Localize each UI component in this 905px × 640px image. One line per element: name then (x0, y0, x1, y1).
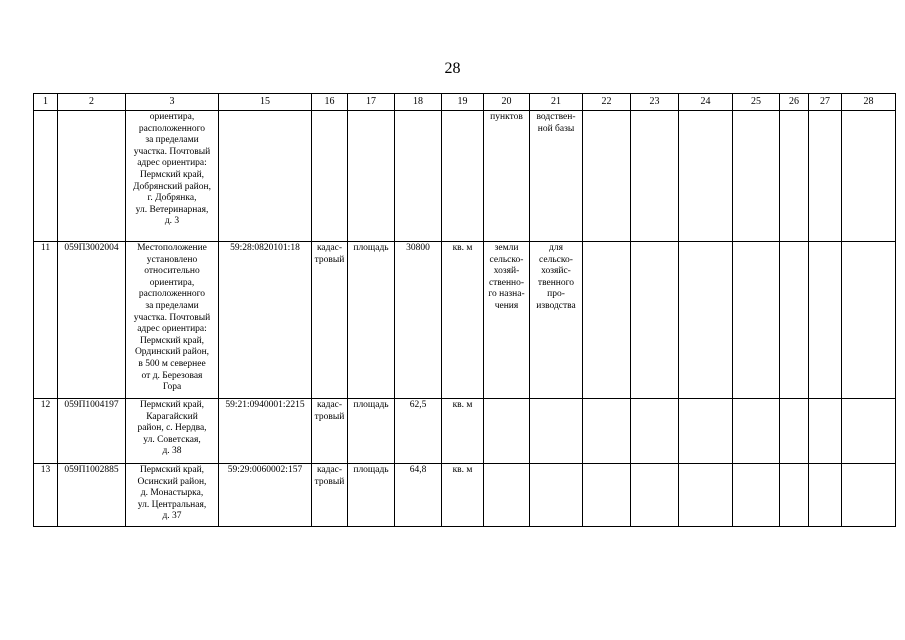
cell-line: тровый (314, 411, 345, 422)
cell-line: Ординский район, (134, 347, 210, 358)
characteristic-type: площадь (348, 399, 395, 464)
cell-line: Пермский край, (139, 335, 205, 346)
cell-line: д. 38 (162, 446, 182, 457)
cell-line: хозяй- (493, 266, 520, 277)
header-row (34, 94, 896, 111)
cell-line: Карагайский (146, 411, 198, 422)
cell-line: Добрянский район, (133, 181, 211, 192)
address-cell (126, 464, 219, 527)
header-cell: 27 (809, 94, 842, 111)
empty-cell (583, 464, 631, 527)
permitted-use (530, 111, 583, 242)
header-cell: 3 (126, 94, 219, 111)
cell-line: установлено (146, 254, 198, 265)
address-cell (126, 399, 219, 464)
characteristic-type: площадь (348, 242, 395, 399)
row-number (34, 111, 58, 242)
characteristic-value: 30800 (395, 242, 442, 399)
empty-cell (631, 111, 679, 242)
empty-cell (842, 399, 896, 464)
cell-line: кадас- (316, 465, 343, 475)
cell-line: водствен- (536, 112, 576, 122)
cell-line: участка. Почтовый (133, 146, 211, 157)
characteristic-type (348, 111, 395, 242)
empty-cell (809, 399, 842, 464)
cell-line: за пределами (145, 135, 199, 146)
register-table (33, 93, 896, 527)
cell-line: Осинский район, (137, 476, 207, 487)
cell-line: изводства (536, 300, 576, 311)
empty-cell (679, 399, 733, 464)
address-cell (126, 242, 219, 399)
cadastral-number: 59:28:0820101:18 (219, 242, 312, 399)
header-cell: 20 (484, 94, 530, 111)
cell-line: участка. Почтовый (133, 312, 211, 323)
header-cell: 24 (679, 94, 733, 111)
row-number: 13 (34, 464, 58, 527)
empty-cell (842, 111, 896, 242)
unit: кв. м (442, 242, 484, 399)
table-row (34, 399, 896, 464)
unit: кв. м (442, 464, 484, 527)
cell-line: Пермский край, (139, 400, 205, 410)
cell-line: хозяйс- (541, 266, 571, 277)
cell-line: Местоположение (137, 243, 207, 253)
cell-line: земли (494, 243, 519, 253)
cell-line: ул. Центральная, (137, 499, 207, 510)
registry-number: 059П1002885 (58, 464, 126, 527)
empty-cell (780, 242, 809, 399)
empty-cell (733, 399, 780, 464)
table-row (34, 464, 896, 527)
cell-line: тровый (314, 476, 345, 487)
cell-line: тровый (314, 254, 345, 265)
cell-line: район, с. Нердва, (137, 423, 207, 434)
cadastral-number: 59:29:0060002:157 (219, 464, 312, 527)
cell-line: ной базы (537, 123, 575, 134)
land-category (484, 464, 530, 527)
empty-cell (733, 464, 780, 527)
cell-line: д. 37 (162, 511, 182, 522)
number-type (312, 111, 348, 242)
cell-line: д. Монастырка, (140, 488, 204, 499)
row-number: 11 (34, 242, 58, 399)
row-number: 12 (34, 399, 58, 464)
empty-cell (842, 464, 896, 527)
cell-line: твенного (537, 277, 575, 288)
empty-cell (631, 399, 679, 464)
header-cell: 19 (442, 94, 484, 111)
unit: кв. м (442, 399, 484, 464)
cell-line: ориентира, (149, 277, 195, 288)
number-type (312, 464, 348, 527)
cell-line: ориентира, (149, 112, 195, 122)
empty-cell (809, 111, 842, 242)
table-row (34, 242, 896, 399)
empty-cell (780, 399, 809, 464)
header-cell: 25 (733, 94, 780, 111)
header-cell: 15 (219, 94, 312, 111)
cadastral-number: 59:21:0940001:2215 (219, 399, 312, 464)
address-cell (126, 111, 219, 242)
empty-cell (583, 111, 631, 242)
empty-cell (809, 242, 842, 399)
characteristic-type: площадь (348, 464, 395, 527)
empty-cell (583, 242, 631, 399)
cell-line: кадас- (316, 243, 343, 253)
empty-cell (780, 464, 809, 527)
land-category (484, 111, 530, 242)
empty-cell (780, 111, 809, 242)
permitted-use (530, 399, 583, 464)
permitted-use (530, 464, 583, 527)
cadastral-number (219, 111, 312, 242)
cell-line: расположенного (138, 123, 206, 134)
header-cell: 1 (34, 94, 58, 111)
header-cell: 17 (348, 94, 395, 111)
header-cell: 26 (780, 94, 809, 111)
cell-line: пунктов (490, 112, 523, 122)
cell-line: в 500 м севернее (138, 358, 206, 369)
unit (442, 111, 484, 242)
empty-cell (733, 242, 780, 399)
cell-line: го назна- (488, 289, 525, 300)
empty-cell (679, 464, 733, 527)
cell-line: для (549, 243, 563, 253)
header-cell: 2 (58, 94, 126, 111)
characteristic-value (395, 111, 442, 242)
header-cell: 22 (583, 94, 631, 111)
header-cell: 28 (842, 94, 896, 111)
cell-line: Пермский край, (139, 465, 205, 475)
cell-line: адрес ориентира: (137, 158, 207, 169)
cell-line: адрес ориентира: (137, 324, 207, 335)
characteristic-value: 64,8 (395, 464, 442, 527)
cell-line: Гора (162, 382, 182, 393)
cell-line: Пермский край, (139, 169, 205, 180)
cell-line: ул. Ветеринарная, (135, 204, 209, 215)
empty-cell (583, 399, 631, 464)
permitted-use (530, 242, 583, 399)
cell-line: за пределами (145, 300, 199, 311)
cell-line: чения (494, 300, 519, 311)
empty-cell (679, 242, 733, 399)
cell-line: г. Добрянка, (147, 193, 197, 204)
characteristic-value: 62,5 (395, 399, 442, 464)
empty-cell (733, 111, 780, 242)
header-cell: 21 (530, 94, 583, 111)
number-type (312, 242, 348, 399)
cell-line: относительно (144, 266, 200, 277)
empty-cell (631, 242, 679, 399)
empty-cell (631, 464, 679, 527)
header-cell: 18 (395, 94, 442, 111)
cell-line: д. 3 (164, 216, 180, 227)
header-cell: 16 (312, 94, 348, 111)
cell-line: сельско- (539, 254, 573, 265)
cell-line: от д. Березовая (141, 370, 203, 381)
cell-line: кадас- (316, 400, 343, 410)
registry-number: 059П3002004 (58, 242, 126, 399)
empty-cell (809, 464, 842, 527)
land-category (484, 242, 530, 399)
land-category (484, 399, 530, 464)
table-row (34, 111, 896, 242)
cell-line: ул. Советская, (143, 434, 201, 445)
registry-number: 059П1004197 (58, 399, 126, 464)
number-type (312, 399, 348, 464)
cell-line: сельско- (489, 254, 524, 265)
cell-line: ственно- (488, 277, 525, 288)
registry-number (58, 111, 126, 242)
page-number: 28 (444, 60, 461, 77)
cell-line: расположенного (138, 289, 206, 300)
empty-cell (679, 111, 733, 242)
empty-cell (842, 242, 896, 399)
header-cell: 23 (631, 94, 679, 111)
cell-line: про- (547, 289, 565, 300)
